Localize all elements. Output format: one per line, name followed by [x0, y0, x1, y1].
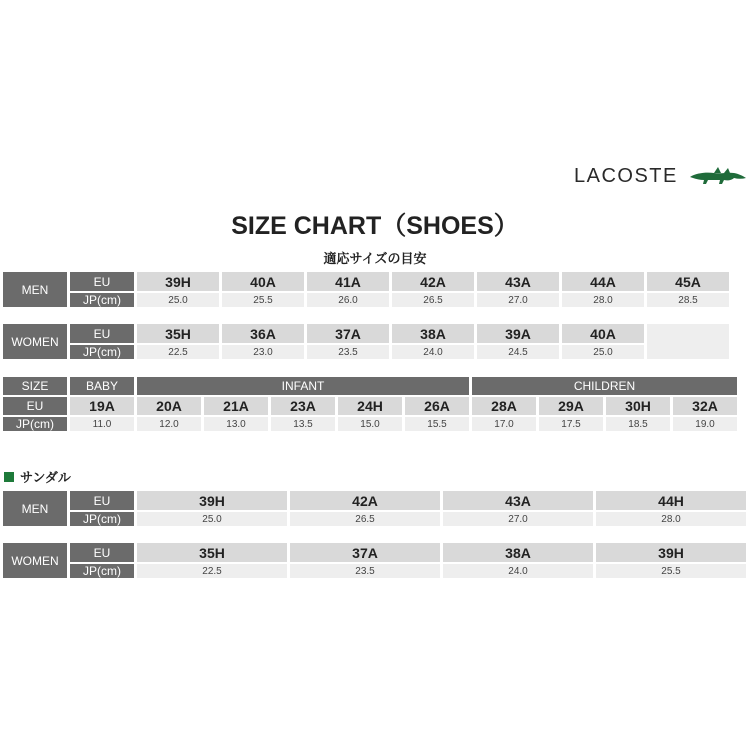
eu-size: 24H: [338, 397, 402, 415]
kids-shoes-table: [0, 375, 740, 433]
table-row: [3, 491, 746, 510]
eu-size: 32A: [673, 397, 737, 415]
row-label-men: MEN: [3, 491, 67, 526]
jp-size: 25.5: [596, 564, 746, 578]
eu-label: EU: [70, 324, 134, 343]
eu-size: 23A: [271, 397, 335, 415]
jp-size: 17.0: [472, 417, 536, 431]
jp-size: 28.5: [647, 293, 729, 307]
eu-size: 19A: [70, 397, 134, 415]
eu-size: 39H: [137, 272, 219, 291]
eu-size: 37A: [290, 543, 440, 562]
jp-size: 17.5: [539, 417, 603, 431]
eu-size: 39H: [596, 543, 746, 562]
eu-size: 39A: [477, 324, 559, 343]
jp-size: 23.5: [290, 564, 440, 578]
jp-size: 23.0: [222, 345, 304, 359]
eu-size: 20A: [137, 397, 201, 415]
row-label-women: WOMEN: [3, 324, 67, 359]
section-label: サンダル: [20, 471, 71, 486]
row-label-women: WOMEN: [3, 543, 67, 578]
jp-size: 25.0: [137, 512, 287, 526]
jp-size: 19.0: [673, 417, 737, 431]
jp-size: 28.0: [596, 512, 746, 526]
brand-name: LACOSTE: [574, 164, 678, 187]
eu-size: 44H: [596, 491, 746, 510]
jp-size: 24.0: [443, 564, 593, 578]
table-row: [3, 512, 746, 526]
eu-size: 26A: [405, 397, 469, 415]
group-infant: INFANT: [137, 377, 469, 395]
eu-size: 41A: [307, 272, 389, 291]
eu-size: 44A: [562, 272, 644, 291]
eu-label: EU: [70, 543, 134, 562]
page-title: SIZE CHART（SHOES）: [231, 212, 519, 240]
brand-logo: [574, 164, 748, 188]
jp-size: 22.5: [137, 345, 219, 359]
jp-size: 26.5: [290, 512, 440, 526]
jp-label: JP(cm): [3, 417, 67, 431]
eu-size: 40A: [222, 272, 304, 291]
eu-size: 40A: [562, 324, 644, 343]
jp-size: 24.5: [477, 345, 559, 359]
jp-size: 13.5: [271, 417, 335, 431]
eu-label: EU: [70, 272, 134, 291]
jp-size: 18.5: [606, 417, 670, 431]
eu-size: 35H: [137, 543, 287, 562]
table-row: [3, 417, 737, 431]
table-row: [3, 345, 729, 359]
eu-size: 43A: [477, 272, 559, 291]
eu-size: 35H: [137, 324, 219, 343]
sandal-section-heading: [4, 467, 71, 486]
size-label: SIZE: [3, 377, 67, 395]
eu-size: 42A: [290, 491, 440, 510]
jp-size: 25.0: [562, 345, 644, 359]
jp-label: JP(cm): [70, 512, 134, 526]
men-shoes-table: [0, 270, 732, 309]
table-row: [3, 324, 729, 343]
eu-size: 43A: [443, 491, 593, 510]
jp-size: 11.0: [70, 417, 134, 431]
eu-size: 38A: [443, 543, 593, 562]
jp-size: 26.5: [392, 293, 474, 307]
table-row: [3, 272, 729, 291]
group-baby: BABY: [70, 377, 134, 395]
jp-size: 23.5: [307, 345, 389, 359]
jp-size: 27.0: [443, 512, 593, 526]
crocodile-icon: [688, 164, 748, 188]
table-row: [3, 564, 746, 578]
jp-size: 12.0: [137, 417, 201, 431]
jp-label: JP(cm): [70, 293, 134, 307]
table-row: [3, 293, 729, 307]
eu-size: 29A: [539, 397, 603, 415]
table-row: [3, 397, 737, 415]
eu-size: 38A: [392, 324, 474, 343]
jp-size: 25.0: [137, 293, 219, 307]
eu-size: 36A: [222, 324, 304, 343]
table-row: [3, 377, 737, 395]
jp-size: 24.0: [392, 345, 474, 359]
jp-size: 13.0: [204, 417, 268, 431]
row-label-men: MEN: [3, 272, 67, 307]
table-row: [3, 543, 746, 562]
men-sandals-table: [0, 489, 749, 528]
eu-label: EU: [70, 491, 134, 510]
jp-label: JP(cm): [70, 345, 134, 359]
empty-cell: [647, 324, 729, 359]
eu-size: 30H: [606, 397, 670, 415]
women-sandals-table: [0, 541, 749, 580]
eu-size: 42A: [392, 272, 474, 291]
jp-size: 25.5: [222, 293, 304, 307]
jp-size: 15.5: [405, 417, 469, 431]
eu-size: 37A: [307, 324, 389, 343]
eu-size: 28A: [472, 397, 536, 415]
jp-size: 26.0: [307, 293, 389, 307]
eu-size: 39H: [137, 491, 287, 510]
eu-label: EU: [3, 397, 67, 415]
group-children: CHILDREN: [472, 377, 737, 395]
jp-size: 15.0: [338, 417, 402, 431]
jp-size: 22.5: [137, 564, 287, 578]
jp-size: 28.0: [562, 293, 644, 307]
page-subtitle: 適応サイズの目安: [323, 252, 427, 267]
jp-label: JP(cm): [70, 564, 134, 578]
eu-size: 45A: [647, 272, 729, 291]
women-shoes-table: [0, 322, 732, 361]
jp-size: 27.0: [477, 293, 559, 307]
section-marker: [4, 472, 14, 482]
eu-size: 21A: [204, 397, 268, 415]
